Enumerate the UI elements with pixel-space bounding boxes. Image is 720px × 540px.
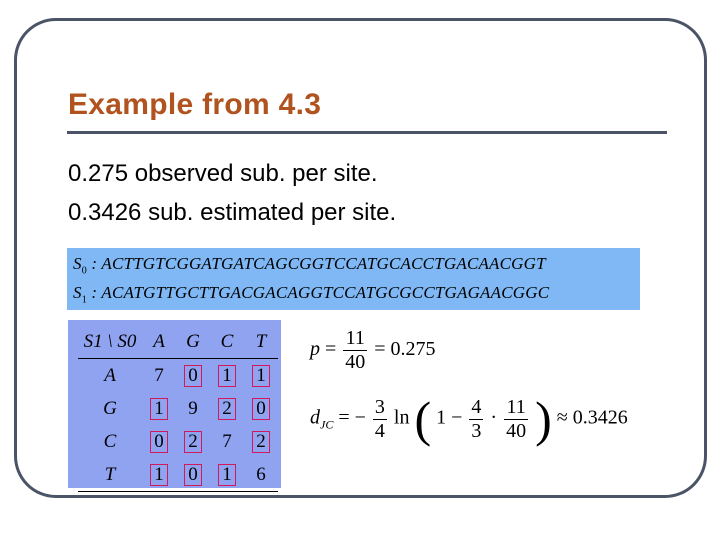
formula-p-num: 11: [343, 327, 367, 351]
matrix-row: [78, 425, 278, 458]
matrix-cell-boxed: 0: [150, 431, 168, 453]
sequence-s0-sub: 0: [81, 265, 87, 277]
matrix-cell-boxed: 2: [184, 431, 202, 453]
matrix-cell-boxed: 2: [218, 398, 236, 420]
matrix-cell-boxed: 1: [252, 365, 270, 387]
slide-title: Example from 4.3: [68, 88, 322, 121]
formula-djc-sub: JC: [320, 417, 334, 432]
formula-djc: [310, 391, 628, 447]
bullet-observed: 0.275 observed sub. per site.: [68, 160, 378, 187]
formula-djc-b-num: 11: [504, 396, 528, 420]
matrix-cell-boxed: 0: [184, 464, 202, 486]
matrix-row: [78, 359, 278, 393]
formula-djc-a-den: 3: [471, 419, 482, 442]
sequence-s0-text: : ACTTGTCGGATGATCAGCGGTCCATGCACCTGACAACGGT: [91, 254, 546, 273]
matrix-cell-boxed: 1: [218, 464, 236, 486]
sequence-s1: [73, 283, 549, 305]
formula-left-paren: (: [414, 391, 432, 447]
formula-djc-lhs: d: [310, 406, 320, 429]
formula-djc-one: 1 −: [436, 406, 463, 429]
matrix-header-row: [78, 326, 278, 359]
sequence-s1-text: : ACATGTTGCTTGACGACAGGTCCATGCGCCTGAGAACGGC: [91, 283, 550, 302]
formula-djc-result: ≈ 0.3426: [556, 406, 628, 429]
formula-djc-coef: [373, 396, 387, 443]
sequence-s1-label: S: [73, 283, 82, 302]
matrix-cell-boxed: 1: [150, 398, 168, 420]
matrix-row: [78, 458, 278, 492]
matrix-cell: 9: [188, 397, 198, 419]
matrix-col-header: T: [244, 326, 278, 359]
matrix-cell-boxed: 0: [184, 365, 202, 387]
matrix-corner: S1 \ S0: [78, 326, 142, 359]
formula-djc-b-den: 40: [506, 419, 527, 442]
matrix-cell-boxed: 0: [252, 398, 270, 420]
formula-djc-frac-a: [469, 396, 483, 443]
matrix-col-header: C: [210, 326, 244, 359]
formula-p-den: 40: [345, 351, 366, 373]
matrix-cell: 7: [154, 364, 164, 386]
matrix-row-label: C: [103, 430, 117, 452]
matrix-cell-boxed: 2: [252, 431, 270, 453]
matrix-col-header: G: [176, 326, 210, 359]
sequence-s0: [73, 254, 546, 276]
matrix-cell-boxed: 1: [150, 464, 168, 486]
formula-p-eq: =: [325, 338, 337, 361]
bullet-estimated: 0.3426 sub. estimated per site.: [68, 199, 397, 226]
matrix-cell: 6: [256, 463, 266, 485]
formula-p-result: = 0.275: [374, 338, 436, 361]
matrix-row-label: A: [104, 364, 116, 386]
matrix-row-label: G: [103, 397, 117, 419]
matrix-row-label: T: [78, 458, 142, 492]
matrix-cell-boxed: 1: [218, 365, 236, 387]
sequence-s1-sub: 1: [81, 294, 87, 306]
matrix-col-header: A: [142, 326, 176, 359]
formula-djc-ln: ln: [393, 406, 410, 429]
formula-djc-a-num: 4: [471, 395, 482, 418]
sequence-box: [67, 248, 640, 310]
formula-p-fraction: [343, 327, 367, 374]
matrix-cell: 7: [222, 430, 232, 452]
substitution-matrix: [68, 320, 281, 488]
formula-djc-eq: = −: [338, 406, 366, 429]
formula-right-paren: ): [535, 391, 552, 447]
sequence-s0-label: S: [73, 254, 82, 273]
matrix-table: [78, 326, 278, 492]
formula-djc-dot: ·: [490, 406, 498, 429]
title-divider: [67, 131, 667, 134]
formula-p-lhs: p: [310, 338, 320, 361]
formula-djc-coef-den: 4: [374, 419, 385, 442]
formula-p: [310, 327, 436, 374]
formula-djc-frac-b: [504, 396, 528, 443]
matrix-row: [78, 392, 278, 425]
formula-djc-coef-num: 3: [374, 395, 385, 418]
